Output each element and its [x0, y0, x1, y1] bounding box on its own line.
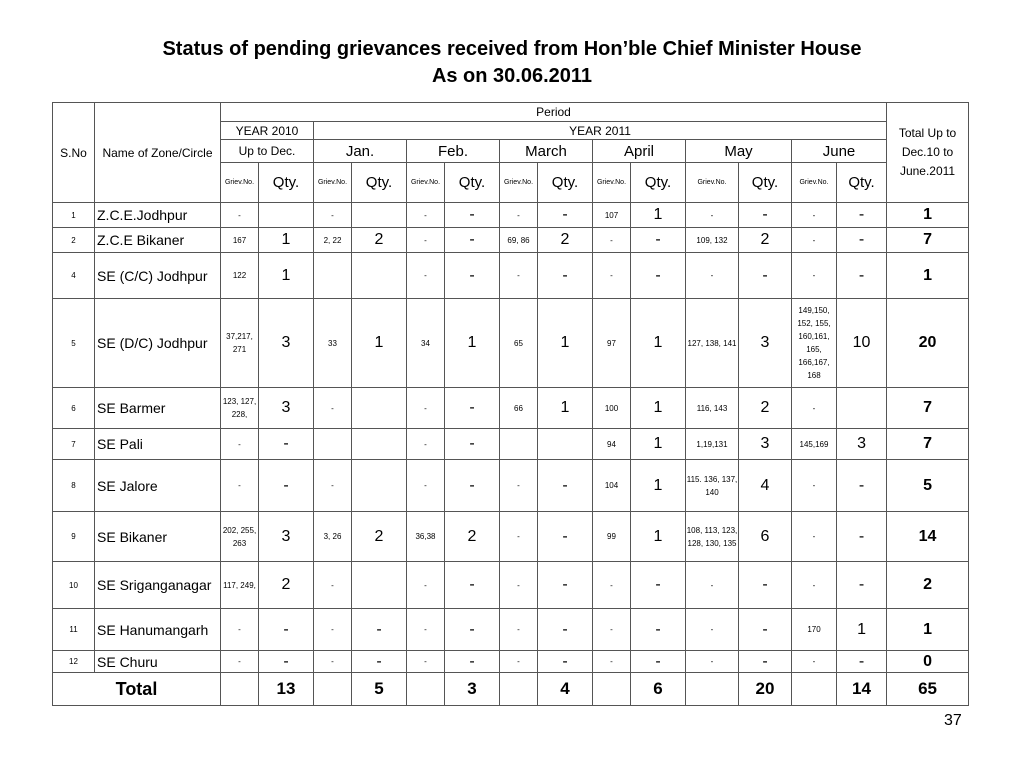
header-total: Total Up to Dec.10 to June.2011	[887, 103, 969, 203]
row-qty: -	[837, 253, 887, 299]
row-qty: -	[538, 203, 593, 228]
row-sno: 8	[53, 460, 95, 512]
grievance-table	[52, 102, 969, 706]
row-qty: 2	[352, 228, 407, 253]
row-zone-name: SE Churu	[95, 651, 221, 673]
row-qty: -	[445, 203, 500, 228]
row-griev-no: -	[221, 651, 259, 673]
row-griev-no: -	[407, 429, 445, 460]
row-griev-no: -	[500, 203, 538, 228]
row-griev-no: 123, 127, 228,	[221, 388, 259, 429]
row-qty: -	[259, 609, 314, 651]
grand-total: 65	[887, 673, 969, 706]
row-griev-no: -	[221, 203, 259, 228]
page-title	[0, 36, 1024, 90]
table-row	[53, 651, 969, 673]
row-qty: 10	[837, 299, 887, 388]
totals-empty-cell	[500, 673, 538, 706]
table-row	[53, 460, 969, 512]
row-griev-no: -	[314, 388, 352, 429]
row-sno: 11	[53, 609, 95, 651]
row-zone-name: SE Hanumangarh	[95, 609, 221, 651]
row-total: 14	[887, 512, 969, 562]
header-griev-no: Griev.No.	[314, 163, 352, 203]
table-row	[53, 253, 969, 299]
row-zone-name: SE (C/C) Jodhpur	[95, 253, 221, 299]
row-sno: 10	[53, 562, 95, 609]
totals-qty: 3	[445, 673, 500, 706]
row-sno: 7	[53, 429, 95, 460]
row-griev-no: -	[500, 562, 538, 609]
row-griev-no: -	[314, 562, 352, 609]
row-qty: 2	[739, 388, 792, 429]
table-row	[53, 299, 969, 388]
row-griev-no: 3, 26	[314, 512, 352, 562]
row-qty	[352, 429, 407, 460]
row-griev-no: -	[593, 651, 631, 673]
row-qty: 3	[739, 299, 792, 388]
row-griev-no	[500, 429, 538, 460]
row-qty: 2	[538, 228, 593, 253]
row-griev-no: -	[407, 228, 445, 253]
row-qty: 1	[538, 388, 593, 429]
row-qty: -	[538, 253, 593, 299]
row-griev-no: 69, 86	[500, 228, 538, 253]
row-griev-no	[314, 429, 352, 460]
row-griev-no: -	[500, 253, 538, 299]
row-sno: 5	[53, 299, 95, 388]
row-sno: 12	[53, 651, 95, 673]
row-griev-no: 109, 132	[686, 228, 739, 253]
row-griev-no: 127, 138, 141	[686, 299, 739, 388]
row-zone-name: SE Barmer	[95, 388, 221, 429]
title-line-2: As on 30.06.2011	[431, 65, 593, 87]
row-qty	[352, 203, 407, 228]
row-griev-no: -	[593, 253, 631, 299]
row-qty: -	[352, 609, 407, 651]
row-qty: -	[259, 460, 314, 512]
header-month-april: April	[593, 140, 686, 163]
row-griev-no: -	[792, 228, 837, 253]
row-griev-no: 2, 22	[314, 228, 352, 253]
row-qty	[352, 460, 407, 512]
row-zone-name: SE Jalore	[95, 460, 221, 512]
header-upto-dec: Up to Dec.	[221, 140, 314, 163]
row-qty: -	[445, 429, 500, 460]
row-total: 1	[887, 203, 969, 228]
row-qty: -	[352, 651, 407, 673]
row-qty: 3	[259, 512, 314, 562]
row-qty: -	[837, 651, 887, 673]
row-griev-no: -	[314, 651, 352, 673]
row-griev-no: -	[407, 388, 445, 429]
header-year-2010: YEAR 2010	[221, 122, 314, 140]
table-row	[53, 429, 969, 460]
row-griev-no: 99	[593, 512, 631, 562]
row-qty: 1	[538, 299, 593, 388]
row-qty: -	[538, 562, 593, 609]
title-line-1: Status of pending grievances received from Hon’ble Chief Minister House	[162, 38, 862, 60]
table-row	[53, 609, 969, 651]
row-qty: -	[837, 512, 887, 562]
row-griev-no: -	[686, 651, 739, 673]
row-griev-no: -	[792, 512, 837, 562]
row-sno: 9	[53, 512, 95, 562]
row-qty	[538, 429, 593, 460]
row-qty: 1	[352, 299, 407, 388]
row-griev-no: -	[407, 651, 445, 673]
row-qty: 3	[837, 429, 887, 460]
totals-qty: 14	[837, 673, 887, 706]
row-total: 7	[887, 429, 969, 460]
row-griev-no: 167	[221, 228, 259, 253]
row-griev-no: 100	[593, 388, 631, 429]
row-griev-no: 94	[593, 429, 631, 460]
row-griev-no: 149,150, 152, 155, 160,161, 165, 166,167, 168	[792, 299, 837, 388]
row-griev-no: 104	[593, 460, 631, 512]
row-qty	[352, 562, 407, 609]
row-griev-no: -	[500, 651, 538, 673]
row-griev-no: -	[314, 460, 352, 512]
row-qty: 4	[739, 460, 792, 512]
header-griev-no: Griev.No.	[407, 163, 445, 203]
header-qty: Qty.	[259, 163, 314, 203]
row-qty: -	[445, 228, 500, 253]
row-qty: -	[445, 562, 500, 609]
row-total: 7	[887, 388, 969, 429]
row-qty: 1	[837, 609, 887, 651]
row-griev-no: 66	[500, 388, 538, 429]
row-qty: -	[631, 651, 686, 673]
row-griev-no: 36,38	[407, 512, 445, 562]
header-zone-name: Name of Zone/Circle	[95, 103, 221, 203]
row-griev-no: -	[314, 203, 352, 228]
totals-qty: 5	[352, 673, 407, 706]
row-qty: -	[445, 460, 500, 512]
row-qty: -	[631, 228, 686, 253]
row-griev-no: 202, 255, 263	[221, 512, 259, 562]
table-row	[53, 388, 969, 429]
row-qty	[259, 203, 314, 228]
row-total: 1	[887, 609, 969, 651]
row-zone-name: SE (D/C) Jodhpur	[95, 299, 221, 388]
row-griev-no: -	[314, 609, 352, 651]
row-sno: 1	[53, 203, 95, 228]
row-qty: -	[739, 609, 792, 651]
row-griev-no: 116, 143	[686, 388, 739, 429]
row-qty: 1	[631, 299, 686, 388]
row-griev-no: -	[500, 460, 538, 512]
row-griev-no: -	[792, 460, 837, 512]
totals-qty: 6	[631, 673, 686, 706]
row-qty: 2	[259, 562, 314, 609]
row-griev-no: 97	[593, 299, 631, 388]
row-qty	[352, 253, 407, 299]
header-month-march: March	[500, 140, 593, 163]
row-qty: 6	[739, 512, 792, 562]
header-griev-no: Griev.No.	[500, 163, 538, 203]
row-griev-no: -	[407, 203, 445, 228]
header-month-jan: Jan.	[314, 140, 407, 163]
row-qty: 1	[631, 203, 686, 228]
row-qty: 1	[445, 299, 500, 388]
header-qty: Qty.	[538, 163, 593, 203]
row-sno: 4	[53, 253, 95, 299]
row-griev-no: -	[221, 609, 259, 651]
totals-row	[53, 673, 969, 706]
row-qty: -	[259, 651, 314, 673]
row-qty: 1	[631, 512, 686, 562]
row-sno: 2	[53, 228, 95, 253]
totals-empty-cell	[221, 673, 259, 706]
row-qty: -	[739, 253, 792, 299]
row-griev-no: 34	[407, 299, 445, 388]
row-qty: -	[837, 562, 887, 609]
row-qty: -	[445, 388, 500, 429]
header-qty: Qty.	[837, 163, 887, 203]
row-qty: -	[538, 609, 593, 651]
row-qty: -	[837, 228, 887, 253]
row-zone-name: SE Sriganganagar	[95, 562, 221, 609]
row-griev-no: -	[593, 609, 631, 651]
table-row	[53, 512, 969, 562]
row-qty: -	[739, 562, 792, 609]
row-qty: 1	[631, 429, 686, 460]
header-month-june: June	[792, 140, 887, 163]
row-griev-no: -	[221, 429, 259, 460]
row-griev-no: -	[407, 562, 445, 609]
row-griev-no: -	[686, 609, 739, 651]
row-griev-no: -	[686, 203, 739, 228]
row-qty: 3	[259, 388, 314, 429]
row-griev-no: 170	[792, 609, 837, 651]
row-griev-no: -	[792, 388, 837, 429]
row-griev-no: 33	[314, 299, 352, 388]
totals-qty: 20	[739, 673, 792, 706]
row-qty: -	[445, 253, 500, 299]
table-row	[53, 203, 969, 228]
row-griev-no	[314, 253, 352, 299]
row-griev-no: -	[407, 460, 445, 512]
row-zone-name: SE Pali	[95, 429, 221, 460]
row-qty: 2	[739, 228, 792, 253]
table-row	[53, 562, 969, 609]
row-griev-no: -	[792, 203, 837, 228]
row-qty: 3	[259, 299, 314, 388]
row-griev-no: 115. 136, 137, 140	[686, 460, 739, 512]
row-qty: -	[445, 651, 500, 673]
row-griev-no: -	[407, 609, 445, 651]
header-qty: Qty.	[631, 163, 686, 203]
row-total: 1	[887, 253, 969, 299]
row-qty: -	[837, 460, 887, 512]
row-griev-no: 107	[593, 203, 631, 228]
row-qty: 3	[739, 429, 792, 460]
row-qty: -	[739, 651, 792, 673]
row-qty: 1	[631, 460, 686, 512]
row-qty: -	[631, 253, 686, 299]
header-griev-no: Griev.No.	[593, 163, 631, 203]
row-qty: -	[538, 460, 593, 512]
header-griev-no: Griev.No.	[221, 163, 259, 203]
totals-empty-cell	[407, 673, 445, 706]
row-zone-name: Z.C.E Bikaner	[95, 228, 221, 253]
row-qty: 2	[445, 512, 500, 562]
row-griev-no: -	[500, 609, 538, 651]
row-zone-name: Z.C.E.Jodhpur	[95, 203, 221, 228]
row-griev-no: 145,169	[792, 429, 837, 460]
row-griev-no: -	[500, 512, 538, 562]
row-griev-no: 122	[221, 253, 259, 299]
row-qty: -	[538, 651, 593, 673]
row-sno: 6	[53, 388, 95, 429]
row-griev-no: 65	[500, 299, 538, 388]
row-griev-no: -	[407, 253, 445, 299]
row-total: 5	[887, 460, 969, 512]
row-qty: -	[631, 562, 686, 609]
row-griev-no: -	[686, 253, 739, 299]
row-qty: 1	[631, 388, 686, 429]
row-qty: -	[837, 203, 887, 228]
header-year-2011: YEAR 2011	[314, 122, 887, 140]
page-number: 37	[944, 712, 962, 729]
row-griev-no: 37,217, 271	[221, 299, 259, 388]
row-qty	[352, 388, 407, 429]
row-griev-no: -	[593, 228, 631, 253]
totals-label: Total	[53, 673, 221, 706]
header-period: Period	[221, 103, 887, 122]
header-month-feb: Feb.	[407, 140, 500, 163]
header-griev-no: Griev.No.	[792, 163, 837, 203]
row-griev-no: -	[792, 651, 837, 673]
row-qty: -	[631, 609, 686, 651]
row-griev-no: -	[686, 562, 739, 609]
row-griev-no: 1,19,131	[686, 429, 739, 460]
row-qty: -	[259, 429, 314, 460]
header-griev-no: Griev.No.	[686, 163, 739, 203]
row-zone-name: SE Bikaner	[95, 512, 221, 562]
header-month-may: May	[686, 140, 792, 163]
header-qty: Qty.	[739, 163, 792, 203]
row-qty	[837, 388, 887, 429]
totals-empty-cell	[686, 673, 739, 706]
row-qty: 1	[259, 253, 314, 299]
totals-qty: 13	[259, 673, 314, 706]
row-griev-no: 108, 113, 123, 128, 130, 135	[686, 512, 739, 562]
row-griev-no: -	[593, 562, 631, 609]
row-griev-no: 117, 249,	[221, 562, 259, 609]
row-griev-no: -	[792, 562, 837, 609]
header-qty: Qty.	[445, 163, 500, 203]
header-qty: Qty.	[352, 163, 407, 203]
row-qty: 2	[352, 512, 407, 562]
row-qty: -	[445, 609, 500, 651]
row-qty: 1	[259, 228, 314, 253]
row-total: 2	[887, 562, 969, 609]
row-total: 7	[887, 228, 969, 253]
totals-empty-cell	[593, 673, 631, 706]
row-total: 0	[887, 651, 969, 673]
row-qty: -	[538, 512, 593, 562]
header-sno: S.No	[53, 103, 95, 203]
totals-qty: 4	[538, 673, 593, 706]
row-total: 20	[887, 299, 969, 388]
totals-empty-cell	[314, 673, 352, 706]
row-griev-no: -	[221, 460, 259, 512]
row-griev-no: -	[792, 253, 837, 299]
row-qty: -	[739, 203, 792, 228]
totals-empty-cell	[792, 673, 837, 706]
table-row	[53, 228, 969, 253]
